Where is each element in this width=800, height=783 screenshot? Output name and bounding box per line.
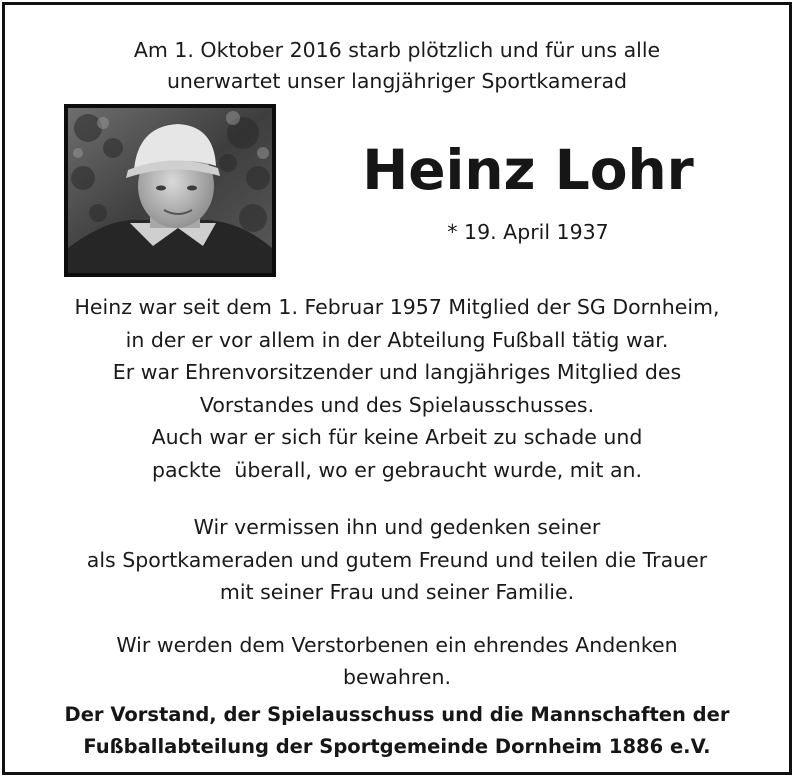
birth-date: * 19. April 1937	[447, 220, 609, 244]
signature-line: Der Vorstand, der Spielausschuss und die Mannschaften der	[64, 703, 730, 726]
intro-line: unerwartet unser langjähriger Sportkamerad	[166, 69, 628, 93]
intro-line: Am 1. Oktober 2016 starb plötzlich und für uns alle	[133, 38, 661, 62]
text-line: packte überall, wo er gebraucht wurde, mit an.	[151, 457, 643, 482]
text-line: mit seiner Frau und seiner Familie.	[219, 580, 575, 604]
paragraph-membership	[5, 291, 789, 486]
text-line: Heinz war seit dem 1. Februar 1957 Mitglied der SG Dornheim,	[74, 295, 720, 319]
intro-text	[5, 35, 789, 97]
obituary-notice	[2, 2, 792, 775]
portrait-photo	[64, 104, 276, 277]
paragraph-honor	[5, 629, 789, 693]
text-line: in der er vor allem in der Abteilung Fußball tätig war.	[125, 327, 669, 352]
text-line: als Sportkameraden und gutem Freund und teilen die Trauer	[86, 547, 708, 572]
text-line: bewahren.	[342, 665, 452, 689]
text-line: Wir vermissen ihn und gedenken seiner	[193, 515, 601, 539]
paragraph-remembrance	[5, 511, 789, 609]
signature-line: Fußballabteilung der Sportgemeinde Dornheim 1886 e.V.	[83, 735, 711, 758]
text-line: Vorstandes und des Spielausschusses.	[199, 392, 595, 417]
text-line: Er war Ehrenvorsitzender und langjähriges Mitglied des	[112, 360, 682, 384]
signature-block	[5, 699, 789, 763]
deceased-name: Heinz Lohr	[362, 138, 694, 202]
text-line: Auch war er sich für keine Arbeit zu schade und	[151, 425, 643, 449]
text-line: Wir werden dem Verstorbenen ein ehrendes Andenken	[116, 633, 678, 657]
